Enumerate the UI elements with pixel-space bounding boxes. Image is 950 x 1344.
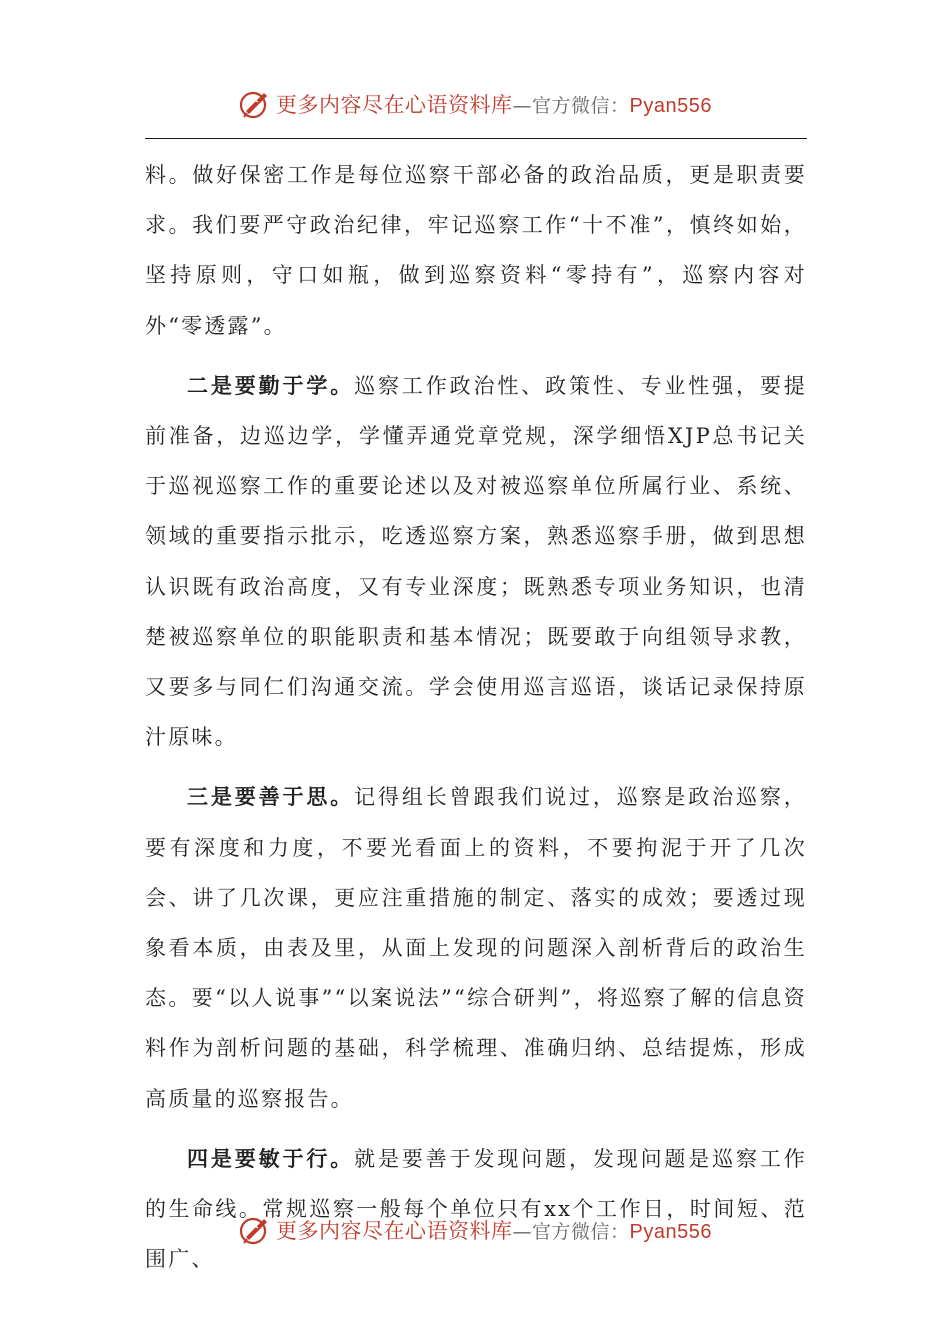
quill-pen-seal-icon <box>238 87 272 121</box>
footer-banner-text <box>276 1215 712 1245</box>
paragraph-text: 巡察工作政治性、政策性、专业性强，要提前准备，边巡边学，学懂弄通党章党规，深学细悟XJP总书记关于巡视巡察工作的重要论述以及对被巡察单位所属行业、系统、领域的重要指示批示，吃透巡察方案，熟悉巡察手册，做到思想认识既有政治高度，又有专业深度；既熟悉专项业务知识，也清楚被巡察单位的职能职责和基本情况；既要敢于向组领导求教，又要多与同仁们沟通交流。学会使用巡言巡语，谈话记录保持原汁原味。 <box>145 373 807 750</box>
footer-banner-handle: Pyan556 <box>629 1221 712 1243</box>
footer-banner-tail: —官方微信： <box>512 1221 630 1243</box>
header-banner-lead: 更多内容尽在心语资料库 <box>276 93 513 117</box>
paragraph-study <box>145 361 807 763</box>
header-banner-text <box>276 89 712 119</box>
paragraph-text: 记得组长曾跟我们说过，巡察是政治巡察，要有深度和力度，不要光看面上的资料，不要拘泥于开了几次会、讲了几次课，更应注重措施的制定、落实的成效；要透过现象看本质，由表及里，从面上发现的问题深入剖析背后的政治生态。要“以人说事”“以案说法”“综合研判”，将巡察了解的信息资料作为剖析问题的基础，科学梳理、准确归纳、总结提炼，形成高质量的巡察报告。 <box>145 785 807 1111</box>
paragraph-lead: 四是要敏于行。 <box>187 1145 355 1171</box>
document-body <box>145 150 807 1284</box>
paragraph-lead: 三是要善于思。 <box>187 784 355 810</box>
header-divider <box>145 138 807 139</box>
footer-banner <box>0 1208 950 1252</box>
header-banner <box>0 82 950 126</box>
paragraph-think <box>145 772 807 1123</box>
paragraph-lead: 二是要勤于学。 <box>187 372 355 398</box>
quill-pen-seal-icon <box>238 1213 272 1247</box>
continuation-paragraph: 料。做好保密工作是每位巡察干部必备的政治品质，更是职责要求。我们要严守政治纪律，牢记巡察工作“十不准”，慎终如始，坚持原则，守口如瓶，做到巡察资料“零持有”，巡察内容对外“零透露”。 <box>145 163 807 338</box>
footer-banner-lead: 更多内容尽在心语资料库 <box>276 1219 513 1243</box>
paragraph-text: 就是要善于发现问题，发现问题是巡察工作的生命线。常规巡察一般每个单位只有xx个工作日，时间短、范围广、 <box>145 1146 807 1272</box>
header-banner-tail: —官方微信： <box>512 95 630 117</box>
header-banner-handle: Pyan556 <box>629 95 712 117</box>
